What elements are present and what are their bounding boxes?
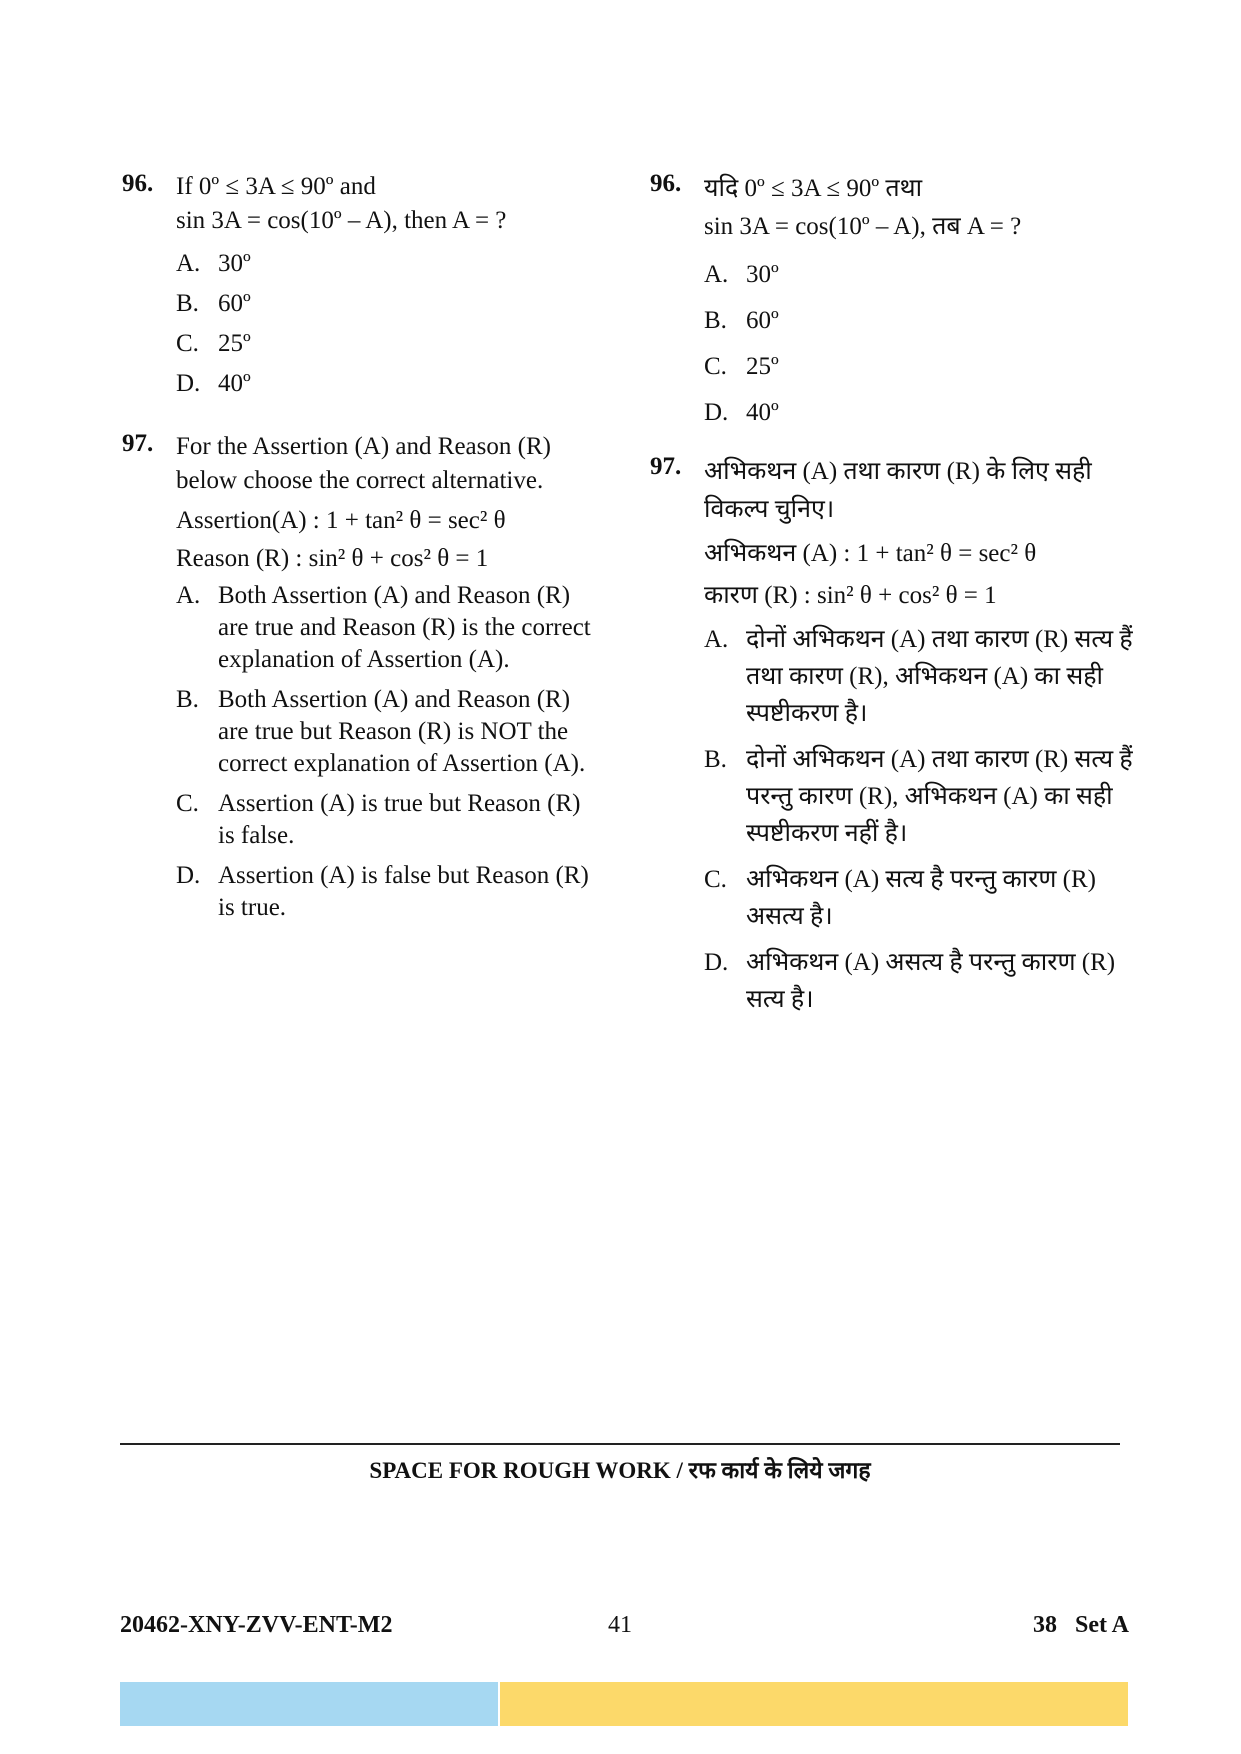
english-column <box>122 170 602 932</box>
question-97-hi <box>650 453 1150 1018</box>
option-b: B. दोनों अभिकथन (A) तथा कारण (R) सत्य हैं परन्तु कारण (R), अभिकथन (A) का सही स्पष्टीकरण नहीं है। <box>704 746 1133 847</box>
question-number: 97. <box>122 430 154 457</box>
option-b: B. 60º <box>176 290 251 317</box>
option-a: A. Both Assertion (A) and Reason (R) are true and Reason (R) is the correct explanation of Assertion (A). <box>176 582 591 673</box>
question-stem: अभिकथन (A) तथा कारण (R) के लिए सही विकल्प चुनिए। <box>704 458 1092 523</box>
question-number: 96. <box>122 170 154 197</box>
page-number: 41 <box>608 1612 632 1638</box>
footer-color-bar-blue <box>120 1682 498 1726</box>
options-list <box>704 621 1150 1018</box>
option-d: D. Assertion (A) is false but Reason (R) is true. <box>176 862 589 921</box>
option-d: D. 40º <box>704 399 779 426</box>
question-stem-line2: sin 3A = cos(10º – A), then A = ? <box>176 207 507 234</box>
options-list <box>176 248 602 400</box>
question-stem-line1: If 0º ≤ 3A ≤ 90º and <box>176 173 376 200</box>
set-label: 38 Set A <box>1033 1612 1129 1638</box>
question-97-en <box>122 430 602 924</box>
paper-code: 20462-XNY-ZVV-ENT-M2 <box>120 1612 393 1638</box>
footer-color-bar-yellow <box>500 1682 1128 1726</box>
option-d: D. अभिकथन (A) असत्य है परन्तु कारण (R) सत्य है। <box>704 949 1116 1013</box>
question-number: 97. <box>650 453 682 480</box>
assertion-line: Assertion(A) : 1 + tan² θ = sec² θ <box>176 507 506 534</box>
question-number: 96. <box>650 170 682 197</box>
question-stem-line2: sin 3A = cos(10º – A), तब A = ? <box>704 213 1022 240</box>
option-a: A. 30º <box>704 261 779 288</box>
rough-work-heading: SPACE FOR ROUGH WORK / रफ कार्य के लिये जगह <box>369 1458 871 1483</box>
option-a: A. 30º <box>176 250 251 277</box>
option-d: D. 40º <box>176 370 251 397</box>
rough-work-divider <box>120 1443 1120 1445</box>
option-c: C. 25º <box>176 330 251 357</box>
option-c: C. अभिकथन (A) सत्य है परन्तु कारण (R) असत्य है। <box>704 866 1097 930</box>
option-c: C. Assertion (A) is true but Reason (R) is false. <box>176 790 581 849</box>
option-b: B. Both Assertion (A) and Reason (R) are true but Reason (R) is NOT the correct explanation of Assertion (A). <box>176 686 586 777</box>
option-a: A. दोनों अभिकथन (A) तथा कारण (R) सत्य हैं तथा कारण (R), अभिकथन (A) का सही स्पष्टीकरण है। <box>704 626 1133 727</box>
question-stem-line1: यदि 0º ≤ 3A ≤ 90º तथा <box>704 175 923 202</box>
question-stem: For the Assertion (A) and Reason (R) below choose the correct alternative. <box>176 433 551 494</box>
reason-line: कारण (R) : sin² θ + cos² θ = 1 <box>704 582 997 609</box>
question-96-en <box>122 170 602 400</box>
question-96-hi <box>650 170 1150 431</box>
options-list <box>704 256 1150 431</box>
assertion-line: अभिकथन (A) : 1 + tan² θ = sec² θ <box>704 540 1037 567</box>
option-b: B. 60º <box>704 307 779 334</box>
reason-line: Reason (R) : sin² θ + cos² θ = 1 <box>176 545 489 572</box>
option-c: C. 25º <box>704 353 779 380</box>
options-list <box>176 580 602 924</box>
hindi-column <box>650 170 1150 1027</box>
